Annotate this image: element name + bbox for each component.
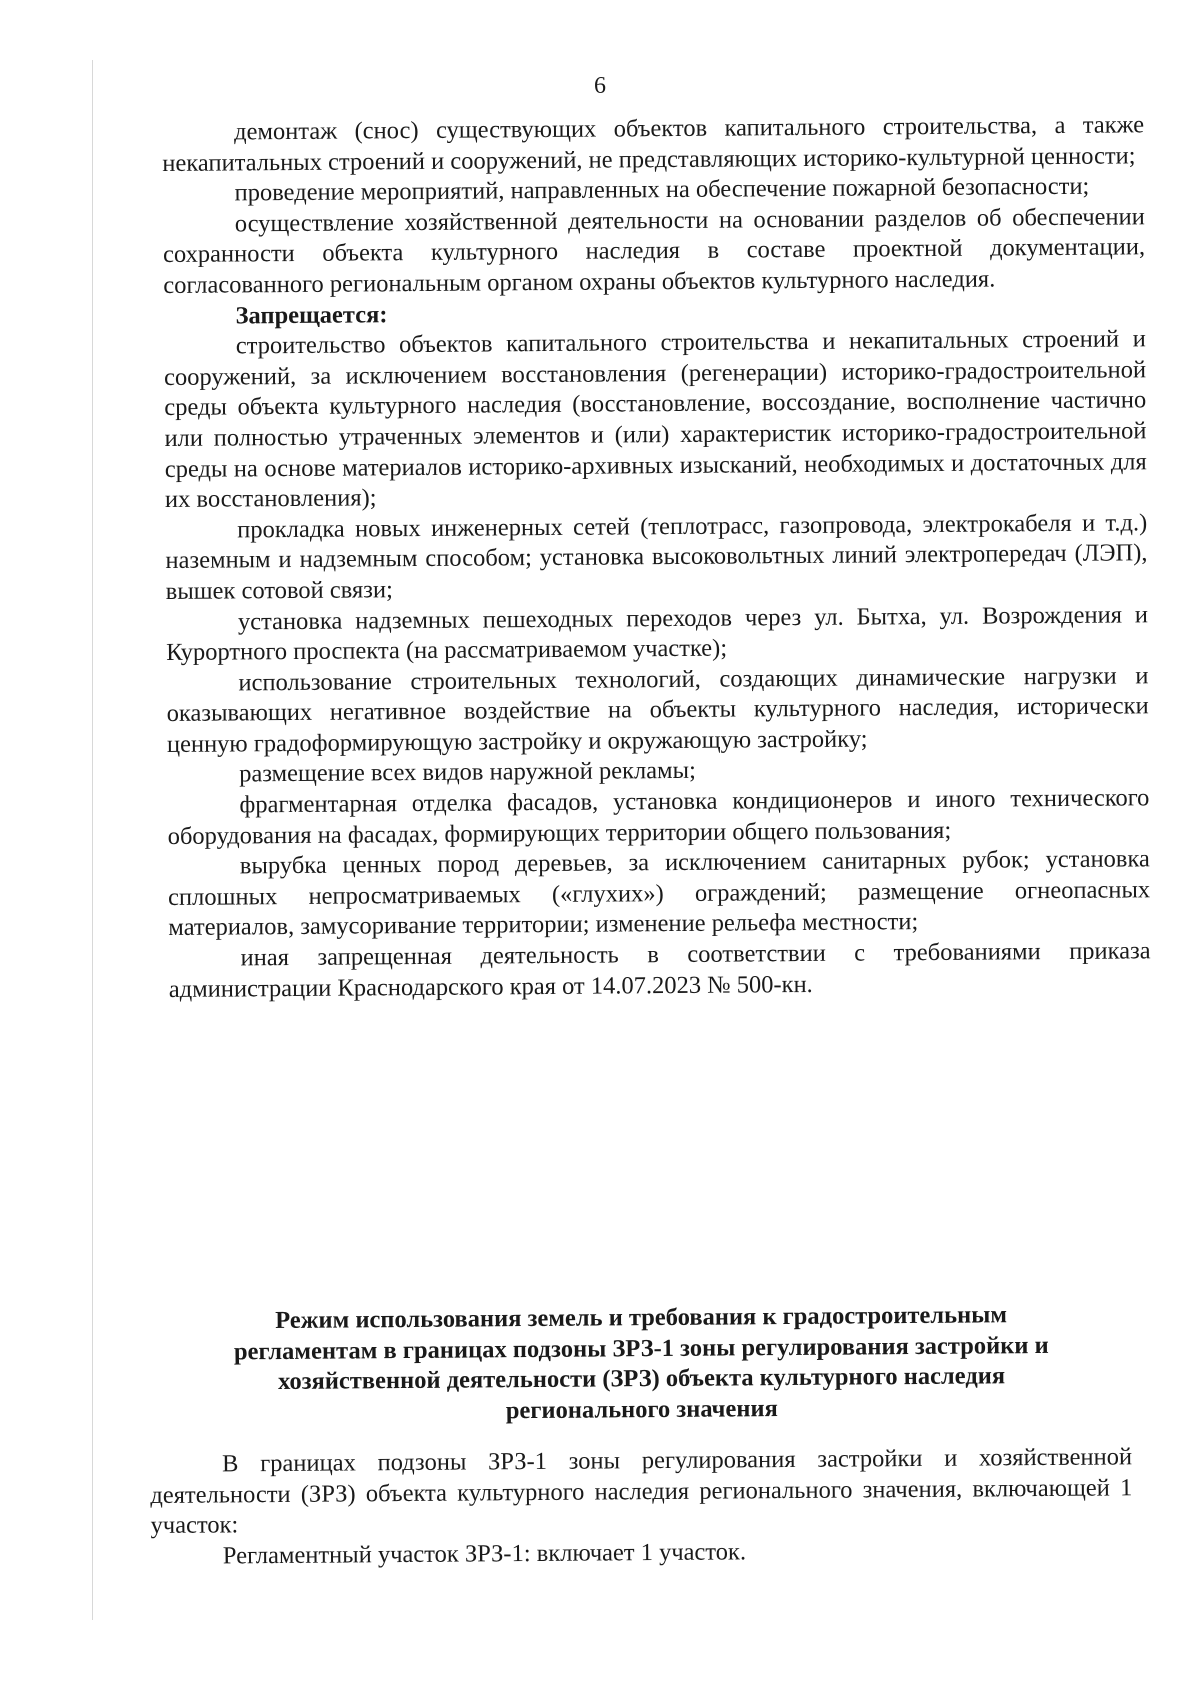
paragraph-dynamic-loads: использование строительных технологий, создающих динамические нагрузки и оказывающих негативное воздействие на объекты культурного наследия, исторически ценную градоформирующую застройку и окружающую застройку; <box>166 661 1149 758</box>
paragraph-demolition: демонтаж (снос) существующих объектов капитального строительства, а также некапитальных строений и сооружений, не представляющих историко-культурной ценности; <box>162 111 1145 177</box>
paragraph-tree-felling: вырубка ценных пород деревьев, за исключением санитарных рубок; установка сплошных непросматриваемых («глухих») ограждений; размещение огнеопасных материалов, замусоривание территории; изменение рельефа местности; <box>168 845 1151 942</box>
section-title <box>150 1299 1133 1429</box>
section-title-line: Режим использования земель и требования к градостроительным <box>275 1301 1008 1335</box>
paragraph-construction-ban: строительство объектов капитального строительства и некапитальных строений и сооружений, за исключением восстановления (регенерации) историко-градостроительной среды объекта культурного наследия (восстановление, воссоздание, восполнение частично или полностью утраченных элементов и (или) характеристик историко-градостроительной среды на основе материалов историко-архивных изысканий, необходимых и достаточных для их восстановления); <box>163 325 1147 514</box>
paragraph-facade-finishing: фрагментарная отделка фасадов, установка кондиционеров и иного технического оборудования на фасадах, формирующих территории общего пользования; <box>167 784 1150 850</box>
paragraph-pedestrian-crossings: установка надземных пешеходных переходов через ул. Бытха, ул. Возрождения и Курортного проспекта (на рассматриваемом участке); <box>166 600 1149 667</box>
page-number: 6 <box>594 73 606 99</box>
paragraph-outdoor-advertising: размещение всех видов наружной рекламы; <box>239 757 696 788</box>
scan-edge-line <box>92 60 93 1620</box>
section-title-line: хозяйственной деятельности (ЗРЗ) объекта культурного наследия <box>278 1362 1006 1396</box>
section-title-line: регионального значения <box>505 1394 778 1424</box>
zone-description <box>150 1442 1133 1572</box>
section-title-line: регламентам в границах подзоны ЗРЗ-1 зоны регулирования застройки и <box>233 1331 1049 1365</box>
regulations-body <box>162 110 1151 1005</box>
paragraph-engineering-networks: прокладка новых инженерных сетей (теплотрасс, газопровода, электрокабеля и т.д.) наземным и надземным способом; установка высоковольтных линий электропередач (ЛЭП), вышек сотовой связи; <box>165 508 1148 605</box>
paragraph-fire-safety: проведение мероприятий, направленных на обеспечение пожарной безопасности; <box>234 172 1090 207</box>
paragraph-regulation-plot: Регламентный участок ЗРЗ-1: включает 1 участок. <box>222 1538 747 1570</box>
forbidden-heading: Запрещается: <box>235 300 388 329</box>
paragraph-economic-activity: осуществление хозяйственной деятельности на основании разделов об обеспечении сохранности объекта культурного наследия в составе проектной документации, согласованного региональным органом охраны объектов культурного наследия. <box>162 203 1146 299</box>
paragraph-zone-scope: В границах подзоны ЗРЗ-1 зоны регулирования застройки и хозяйственной деятельности (ЗРЗ) объекта культурного наследия регионального значения, включающей 1 участок: <box>150 1443 1133 1540</box>
paragraph-other-prohibited: иная запрещенная деятельность в соответствии с требованиями приказа администрации Краснодарского края от 14.07.2023 № 500-кн. <box>168 937 1151 1003</box>
